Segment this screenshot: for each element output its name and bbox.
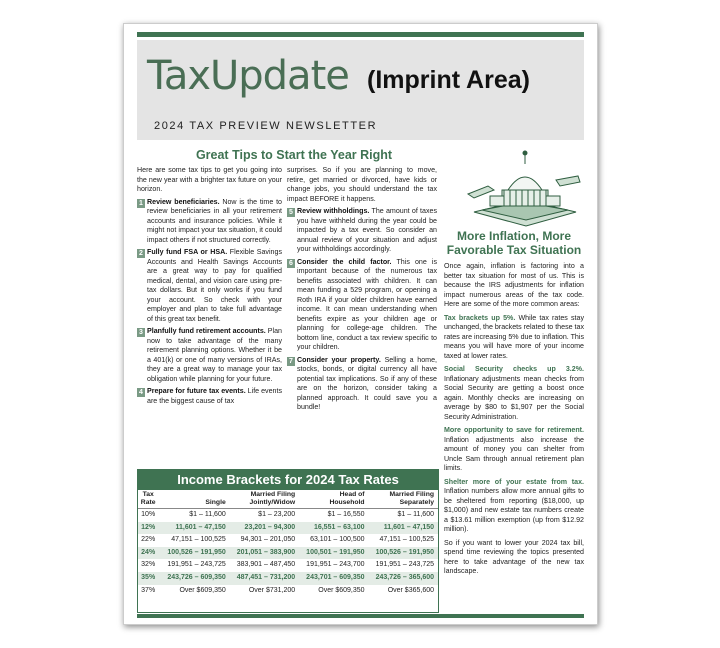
tip-item [287, 258, 437, 353]
tip-title: Review withholdings. [297, 207, 370, 215]
table-row [138, 559, 438, 572]
tip-title: Consider your property. [297, 355, 381, 364]
bracket-cell: 100,501 – 191,950 [299, 547, 368, 560]
bracket-cell: Over $609,350 [179, 586, 226, 594]
tip-title: Fully fund FSA or HSA. [147, 248, 228, 256]
bracket-cell: 94,301 – 201,050 [240, 536, 296, 544]
newsletter-page [123, 23, 598, 625]
tip-number: 3 [137, 328, 145, 337]
tip-title: Consider the child factor. [297, 257, 392, 266]
column-header: Head of Household [299, 490, 368, 509]
tip-item [137, 327, 282, 384]
bracket-cell: 201,051 – 383,900 [230, 547, 299, 560]
tip-item [137, 387, 282, 406]
bracket-cell: 47,151 – 100,525 [379, 536, 434, 544]
bracket-cell: 191,951 – 243,725 [167, 561, 226, 569]
tax-rate-cell: 37% [141, 586, 156, 594]
tip-item [287, 207, 437, 255]
bracket-cell: 243,726 – 609,350 [160, 572, 229, 585]
bracket-cell: 243,726 – 365,600 [369, 572, 438, 585]
bracket-cell: $1 – 16,550 [327, 511, 365, 518]
tip-title: Prepare for future tax events. [147, 387, 246, 395]
tips-column-1 [137, 166, 282, 409]
inflation-article [444, 229, 584, 581]
inflation-heading: More Inflation, More Favorable Tax Situation [446, 229, 582, 257]
bracket-cell: $1 – 11,600 [189, 511, 226, 518]
bracket-cell: 47,151 – 100,525 [171, 536, 226, 544]
tips-column-2 [287, 166, 437, 416]
table-body [138, 509, 438, 598]
tip-number: 1 [137, 199, 145, 208]
tip-title: Review beneficiaries. [147, 197, 220, 206]
tip-number: 4 [137, 388, 145, 397]
imprint-area: (Imprint Area) [367, 66, 530, 94]
bracket-cell: $1 – 23,200 [258, 511, 296, 518]
bracket-cell: 383,901 – 487,450 [236, 561, 296, 569]
tip-body: Selling a home, stocks, bonds, or digital currency all have potential tax implications. So if any of these are on the horizon, consider taking a planned approach. It could save you a bundle! [297, 355, 438, 411]
tip-number: 5 [287, 208, 295, 217]
column-header: Single [160, 490, 229, 509]
point-lead: Social Security checks up 3.2%. [444, 365, 584, 373]
column-header: Married Filing Separately [369, 490, 438, 509]
point-body: While tax rates stay unchanged, the brackets related to these tax rates are increasing 5% due to inflation. This means you will have more of your income taxed at lower rates. [444, 313, 584, 360]
tip-body: Now is the time to review beneficiaries in all your retirement accounts and insurance policies. While it might not impact your tax situation, it could impact others if not structured correctly. [147, 197, 282, 244]
point-body: Inflationary adjustments mean checks from Social Security are getting a boost once again. Monthly checks are increasing on average by $80 to $1,907 per the Social Security Administration. [444, 374, 584, 421]
table-row [138, 509, 438, 522]
tax-bracket-table [137, 469, 439, 613]
inflation-point [444, 314, 584, 362]
table-row [138, 534, 438, 547]
table-row [138, 547, 438, 560]
bracket-cell: Over $365,600 [387, 586, 434, 594]
tip-continued: surprises. So if you are planning to move, retire, get married or divorced, have kids or change jobs, you should understand the tax impact BEFORE it happens. [287, 166, 437, 203]
table-header-row [138, 490, 438, 509]
tip-body: This one is important because of the numerous tax benefits associated with children. It can mean funding a 529 program, or opening a Roth IRA if your older children have earned income. It can mean understanding when benefits expire as your children age or planning for college-age children. The bottom line, conduct a tax review specific to your children. [297, 257, 437, 351]
tip-title: Planfully fund retirement accounts. [147, 327, 266, 335]
brand-title: TaxUpdate [147, 53, 349, 99]
inflation-intro: Once again, inflation is factoring into a better tax situation for most of us. This is because the IRS adjustments for inflation impact numerous areas of the tax code. Here are some of the more common areas: [444, 262, 584, 308]
tip-number: 7 [287, 357, 295, 366]
inflation-point [444, 365, 584, 422]
bracket-cell: 16,551 – 63,100 [299, 522, 368, 535]
point-lead: Shelter more of your estate from tax. [444, 477, 584, 486]
table-row [138, 522, 438, 535]
newsletter-subtitle: 2024 TAX PREVIEW NEWSLETTER [154, 120, 378, 132]
column-header: Tax Rate [138, 490, 160, 509]
tips-intro: Here are some tax tips to get you going into the new year with a brighter tax future on your horizon. [137, 166, 282, 193]
tip-number: 6 [287, 259, 295, 268]
top-rule [137, 32, 584, 37]
bracket-grid [138, 490, 438, 597]
bracket-cell: 11,601 – 47,150 [369, 522, 438, 535]
tip-item [287, 356, 437, 413]
tax-rate-cell: 12% [138, 522, 160, 535]
tax-rate-cell: 24% [138, 547, 160, 560]
tax-rate-cell: 35% [138, 572, 160, 585]
tip-body: Plan now to take advantage of the many retirement planning options. Whether it be a 401(k) or one of many versions of IRAs, they are a great way to manage your tax obligation while planning for your future. [147, 327, 282, 383]
bracket-cell: 243,701 – 609,350 [299, 572, 368, 585]
table-title: Income Brackets for 2024 Tax Rates [138, 470, 438, 490]
point-body: Inflation numbers allow more annual gifts to be sheltered from reporting ($18,000, up $1,000) and new estate tax numbers create a $13.61 million exemption (up from $12.92 million). [444, 487, 584, 533]
bracket-cell: 191,951 – 243,700 [306, 561, 365, 569]
point-body: Inflation adjustments also increase the amount of money you can shelter from Uncle Sam through annual retirement plan limits. [444, 435, 584, 472]
inflation-point [444, 426, 584, 474]
bracket-cell: 191,951 – 243,725 [375, 561, 434, 569]
tax-rate-cell: 22% [141, 536, 156, 544]
tip-number: 2 [137, 249, 145, 258]
bracket-cell: 487,451 – 731,200 [230, 572, 299, 585]
masthead [137, 40, 584, 140]
tax-rate-cell: 10% [141, 511, 156, 518]
bottom-rule [137, 614, 584, 618]
bracket-cell: 63,101 – 100,500 [310, 536, 365, 544]
bracket-cell: 100,526 – 191,950 [369, 547, 438, 560]
tips-heading: Great Tips to Start the Year Right [195, 148, 393, 162]
point-lead: More opportunity to save for retirement. [444, 426, 584, 434]
tip-body: Life events are the biggest cause of tax [147, 387, 283, 405]
tip-item [137, 198, 282, 246]
bracket-cell: 23,201 – 94,300 [230, 522, 299, 535]
tip-body: Flexible Savings Accounts and Health Savings Accounts are a great way to pay for qualified medical, dental, and vision care using pre-tax dollars. But it only works if you fund your account. So check with your employer and plan to take full advantage of this great tax benefit. [147, 248, 282, 323]
bracket-cell: 100,526 – 191,950 [160, 547, 229, 560]
tax-rate-cell: 32% [141, 561, 156, 569]
tip-body: The amount of taxes you have withheld during the year could be impacted by a tax event. So consider an annual review of your situation and adjust your withholdings accordingly. [297, 207, 437, 253]
column-header: Married Filing Jointly/Widow [230, 490, 299, 509]
inflation-closing: So if you want to lower your 2024 tax bill, spend time reviewing the topics presented here to take advantage of the new tax landscape. [444, 538, 584, 575]
capitol-money-illustration-icon [464, 150, 584, 230]
bracket-cell: Over $731,200 [248, 586, 296, 594]
inflation-point [444, 478, 584, 535]
bracket-cell: 11,601 – 47,150 [160, 522, 229, 535]
bracket-cell: $1 – 11,600 [397, 511, 434, 518]
table-row [138, 585, 438, 598]
tip-item [137, 248, 282, 324]
bracket-cell: Over $609,350 [318, 586, 365, 594]
point-lead: Tax brackets up 5%. [444, 313, 516, 322]
table-row [138, 572, 438, 585]
